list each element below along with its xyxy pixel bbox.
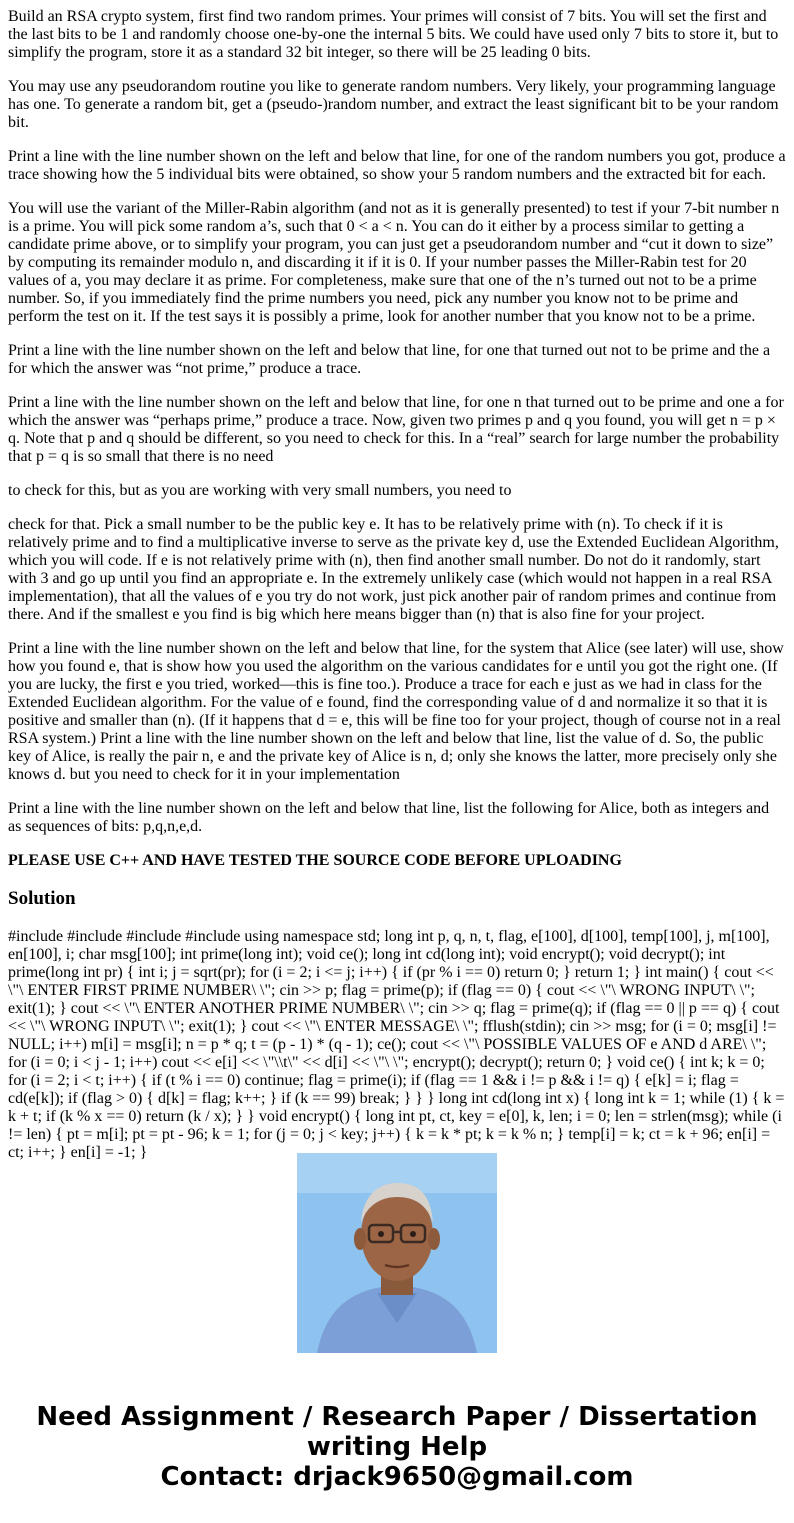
paragraph-alice-system: Print a line with the line number shown on the left and below that line, for the system that Alice (see later) will use, show how you found e, that is show how you used the algorithm on the various candidates for e until you got the right one. (If you are lucky, the first e you tried, worked—this is fine too.). Produce a trace for each e just as we had in class for the Extended Euclidean algorithm. For the value of e found, find the corresponding value of d and normalize it so that it is positive and smaller than (n). (If it happens that d = e, this will be fine too for your project, though of course not in a real RSA system.) Print a line with the line number shown on the left and below that line, list the value of d. So, the public key of Alice, is really the pair n, e and the private key of Alice is n, d; only she knows the latter, more precisely only she knows d. but you need to check for it in your implementation [8, 640, 784, 783]
paragraph-public-key: check for that. Pick a small number to be the public key e. It has to be relatively prime with (n). To check if it is relatively prime and to find a multiplicative inverse to serve as the private key d, use the Extended Euclidean Algorithm, which you will code. If e is not relatively prime with (n), then find another small number. Do not do it randomly, start with 3 and go up until you find an appropriate e. In the extremely unlikely case (which would not happen in a real RSA implementation), that all the values of e you try do not work, just pick another pair of random primes and continue from there. And if the smallest e you find is big which here means bigger than (n) that is also fine for your project. [8, 516, 779, 623]
promo-contact-email: Contact: drjack9650@gmail.com [160, 1462, 634, 1492]
paragraph-alice-list: Print a line with the line number shown on the left and below that line, list the following for Alice, both as integers and as sequences of bits: p,q,n,e,d. [8, 800, 770, 835]
paragraph-random-routine: You may use any pseudorandom routine you like to generate random numbers. Very likely, your programming language has one. To generate a random bit, get a (pseudo-)random number, and extract the least significant bit to be your random bit. [8, 78, 779, 131]
promo-line-1: Need Assignment / Research Paper / Dissertation [36, 1402, 758, 1432]
person-portrait-icon [297, 1153, 497, 1353]
paragraph-not-prime-trace: Print a line with the line number shown on the left and below that line, for one that turned out not to be prime and the a for which the answer was “not prime,” produce a trace. [8, 342, 771, 377]
solution-code: #include #include #include #include using namespace std; long int p, q, n, t, flag, e[100], d[100], temp[100], j, m[100], en[100], i; char msg[100]; int prime(long int); void ce(); long int cd(long int); void encrypt(); void decrypt(); int prime(long int pr) { int i; j = sqrt(pr); for (i = 2; i <= j; i++) { if (pr % i == 0) return 0; } return 1; } int main() { cout << \"\ ENTER FIRST PRIME NUMBER\ \"; cin >> p; flag = prime(p); if (flag == 0) { cout << \"\ WRONG INPUT\ \"; exit(1); } cout << \"\ ENTER ANOTHER PRIME NUMBER\ \"; cin >> q; flag = prime(q); if (flag == 0 || p == q) { cout << \"\ WRONG INPUT\ \"; exit(1); } cout << \"\ ENTER MESSAGE\ \"; fflush(stdin); cin >> msg; for (i = 0; msg[i] != NULL; i++) m[i] = msg[i]; n = p * q; t = (p - 1) * (q - 1); ce(); cout << \"\ POSSIBLE VALUES OF e AND d ARE\ \"; for (i = 0; i < j - 1; i++) cout << e[i] << \"\\t\" << d[i] << \"\ \"; encrypt(); decrypt(); return 0; } void ce() { int k; k = 0; for (i = 2; i < t; i++) { if (t % i == 0) continue; flag = prime(i); if (flag == 1 && i != p && i != q) { e[k] = i; flag = cd(e[k]); if (flag > 0) { d[k] = flag; k++; } if (k == 99) break; } } } long int cd(long int x) { long int k = 1; while (1) { k = k + t; if (k % x == 0) return (k / x); } } void encrypt() { long int pt, ct, key = e[0], k, len; i = 0; len = strlen(msg); while (i != len) { pt = m[i]; pt = pt - 96; k = 1; for (j = 0; j < key; j++) { k = k * pt; k = k % n; } temp[i] = k; ct = k + 96; en[i] = ct; i++; } en[i] = -1; } [8, 928, 785, 1161]
cpp-note: PLEASE USE C++ AND HAVE TESTED THE SOURCE CODE BEFORE UPLOADING [8, 852, 622, 869]
document-body [8, 0, 786, 1161]
paragraph-miller-rabin: You will use the variant of the Miller-Rabin algorithm (and not as it is generally presented) to test if your 7-bit number n is a prime. You will pick some random a’s, such that 0 < a < n. You can do it either by a process similar to getting a candidate prime above, or to simplify your program, you can just get a pseudorandom number and “cut it down to size” by computing its remainder modulo n, and discarding it if it is 0. If your number passes the Miller-Rabin test for 20 values of a, you may declare it as prime. For completeness, make sure that one of the n’s turned out not to be a prime number. So, if you immediately find the prime numbers you need, pick any number you know not to be prime and perform the test on it. If the test says it is possibly a prime, look for another number that you know not to be a prime. [8, 200, 780, 325]
paragraph-print-bits: Print a line with the line number shown on the left and below that line, for one of the random numbers you got, produce a trace showing how the 5 individual bits were obtained, so show your 5 random numbers and the extracted bit for each. [8, 148, 786, 183]
paragraph-perhaps-prime-trace: Print a line with the line number shown on the left and below that line, for one n that turned out to be prime and one a for which the answer was “perhaps prime,” produce a trace. Now, given two primes p and q you found, you will get n = p × q. Note that p and q should be different, so you need to check for this. In a “real” search for large number the probability that p = q is so small that there is no need [8, 394, 784, 465]
contact-banner [0, 1402, 794, 1492]
promo-line-2: writing Help [306, 1432, 488, 1462]
paragraph-intro: Build an RSA crypto system, first find two random primes. Your primes will consist of 7 bits. You will set the first and the last bits to be 1 and randomly choose one-by-one the internal 5 bits. We could have used only 7 bits to store it, but to simplify the program, store it as a standard 32 bit integer, so there will be 25 leading 0 bits. [8, 8, 779, 61]
solution-heading: Solution [8, 888, 76, 909]
author-avatar [297, 1153, 497, 1353]
paragraph-check-note: to check for this, but as you are working with very small numbers, you need to [8, 482, 512, 499]
